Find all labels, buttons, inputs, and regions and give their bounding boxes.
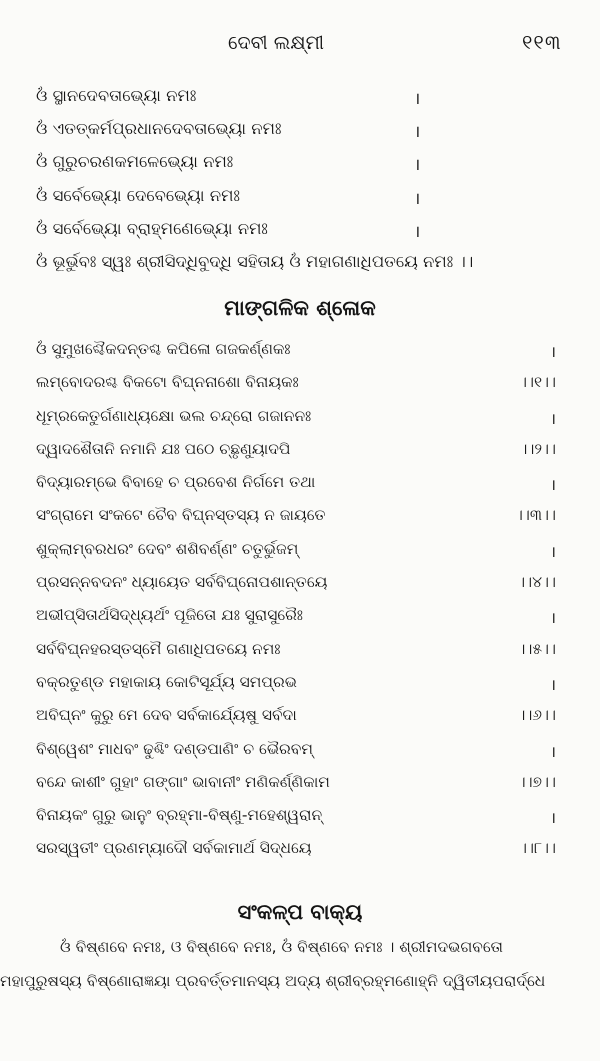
verse-number: ।।୫।। [518,639,556,658]
danda-mark: । [414,188,421,208]
invocation-text: ଓଁ ସର୍ବେଭ୍ୟୋ ବ୍ରାହ୍ମଣେଭ୍ୟୋ ନମଃ [36,218,268,238]
shloka-line [36,473,556,506]
shloka-text: ପ୍ରସନ୍ନବଦନଂ ଧ୍ୟାୟେତ ସର୍ବବିଘ୍ନୋପଶାନ୍ତୟେ [36,573,328,592]
invocation-line [36,186,576,219]
danda-mark: । [414,155,421,175]
shloka-line [36,640,556,673]
shloka-text: ଅଭୀପ୍ସିତାର୍ଥସିଦ୍ଧ୍ୟର୍ଥଂ ପୂଜିତୋ ଯଃ ସୁରାସୁରୈଃ [36,606,303,625]
invocation-list [36,86,576,285]
shloka-text: ସର୍ବବିଘ୍ନହରସ୍ତସ୍ମୈ ଗଣାଧିପତୟେ ନମଃ [36,639,281,658]
verse-number: । [550,542,556,561]
verse-number: ।।୭।। [518,772,556,791]
shloka-line [36,373,556,406]
shloka-line [36,773,556,806]
verse-number: ।।୩।। [515,506,556,525]
invocation-text: ଓଁ ସ୍ଥାନଦେବତାଭ୍ୟୋ ନମଃ [36,86,197,105]
section-heading-mangalika-shloka: ମାଙ୍ଗଳିକ ଶ୍ଳୋକ [224,296,376,320]
shloka-text: ସଂଗ୍ରାମେ ସଂକଟେ ଚୈବ ବିଘ୍ନସ୍ତସ୍ୟ ନ ଜାୟତେ [36,506,326,525]
invocation-text: ଓଁ ଗୁରୁଚରଣକମଳେଭ୍ୟୋ ନମଃ [36,152,234,172]
invocation-text: ଓଁ ସର୍ବେଭ୍ୟୋ ଦେବେଭ୍ୟୋ ନମଃ [36,185,240,205]
verse-number: । [550,809,556,828]
shloka-text: ଦ୍ୱାଦଶୈତାନି ନମାନି ଯଃ ପଠେ ଚ୍ଛୃଣୁୟାଦପି [36,439,291,458]
section-heading-sankalpa-vakya: ସଂକଳ୍ପ ବାକ୍ୟ [237,900,363,924]
shloka-line [36,606,556,639]
shloka-line [36,806,556,839]
shloka-text: ବକ୍ରତୁଣ୍ଡ ମହାକାୟ କୋଟିସୂର୍ଯ୍ୟ ସମପ୍ରଭ [36,672,297,691]
danda-mark: । [414,122,421,142]
shloka-text: ଶୁକ୍ଲାମ୍ବରଧରଂ ଦେବଂ ଶଶିବର୍ଣ୍ଣଂ ଚତୁର୍ଭୁଜମ୍ [36,539,299,558]
shloka-text: ଧୂମ୍ରକେତୁର୍ଗଣାଧ୍ୟକ୍ଷୋ ଭଲ ଚନ୍ଦ୍ରୋ ଗଜାନନଃ [36,406,312,425]
shloka-text: ବିନାୟକଂ ଗୁରୁ ଭାନୁଂ ବ୍ରହ୍ମା-ବିଷ୍ଣୁ-ମହେଶ୍ୱରାନ୍ [36,806,323,825]
shloka-line [36,839,556,872]
verse-number: ।।୨।। [520,439,556,458]
verse-number: । [550,476,556,495]
shloka-line [36,407,556,440]
shloka-text: ସରସ୍ୱତୀଂ ପ୍ରଣମ୍ୟାଦୌ ସର୍ବକାମାର୍ଥ ସିଦ୍ଧୟେ [36,839,312,858]
invocation-text: ଓଁ ଭୂର୍ଭୁବଃ ସ୍ୱଃ ଶ୍ରୀସିଦ୍ଧିବୁଦ୍ଧି ସହିତାୟ ଓଁ ମହାଗଣାଧିପତୟେ ନମଃ ।। [36,251,474,271]
verse-number: । [550,409,556,428]
shloka-text: ଓଁ ସୁମୁଖଶ୍ଚୈକଦନ୍ତଶ୍ଚ କପିଳୋ ଗଜକର୍ଣ୍ଣକଃ [36,340,291,358]
shloka-line [36,440,556,473]
verse-number: ।।୬।। [518,706,556,725]
verse-number: । [550,609,556,628]
shloka-line [36,540,556,573]
running-header [0,30,600,60]
invocation-line [36,86,576,119]
sankalpa-line: ମହାପୁରୁଷସ୍ୟ ବିଷ୍ଣୋରାଜ୍ଞୟା ପ୍ରବର୍ତ୍ତମାନସ୍ୟ ଅଦ୍ୟ ଶ୍ରୀବ୍ରହ୍ମଣୋହ୍ନି ଦ୍ୱିତୀୟପରାର୍ଦ୍ଧେ [0,972,546,990]
shloka-line [36,740,556,773]
shloka-text: ଲମ୍ବୋଦରଶ୍ଚ ବିକଟୋ ବିଘ୍ନନାଶୋ ବିନାୟକଃ [36,373,299,392]
shloka-line [36,573,556,606]
shloka-list [36,340,556,873]
danda-mark: । [414,89,421,108]
danda-mark: । [414,221,421,241]
invocation-line [36,252,576,285]
verse-number: ।।୪।। [518,573,556,592]
shloka-text: ବିଦ୍ୟାରମ୍ଭେ ବିବାହେ ଚ ପ୍ରବେଶ ନିର୍ଗମେ ତଥା [36,473,316,492]
shloka-text: ବନ୍ଦେ କାଶୀଂ ଗୁହାଂ ଗଙ୍ଗାଂ ଭାବାନୀଂ ମଣିକର୍ଣ୍ଣିକାମ [36,772,330,791]
invocation-text: ଓଁ ଏତତ୍କର୍ମପ୍ରଧାନଦେବତାଭ୍ୟୋ ନମଃ [36,119,282,139]
shloka-line [36,506,556,539]
invocation-line [36,219,576,252]
shloka-line [36,706,556,739]
invocation-line [36,152,576,185]
invocation-line [36,119,576,152]
shloka-line [36,673,556,706]
shloka-line [36,340,556,373]
verse-number: ।।୧।। [520,373,556,392]
page-number: ୧୧୩ [522,30,562,54]
shloka-text: ବିଶ୍ୱେଶଂ ମାଧବଂ ଢୁଣ୍ଢିଂ ଦଣ୍ଡପାଣିଂ ଚ ଭୈରବମ୍ [36,739,313,758]
verse-number: । [550,742,556,761]
verse-number: । [550,343,556,361]
sankalpa-line: ଓଁ ବିଷ୍ଣବେ ନମଃ, ଓ ବିଷ୍ଣବେ ନମଃ, ଓଁ ବିଷ୍ଣବେ ନମଃ । ଶ୍ରୀମଦଭଗବତୋ [60,938,503,956]
verse-number: ।।୮।। [520,839,556,858]
page-title: ଦେବୀ ଲକ୍ଷ୍ମୀ [228,32,324,54]
verse-number: । [550,675,556,694]
shloka-text: ଅବିଘ୍ନଂ କୁରୁ ମେ ଦେବ ସର୍ବକାର୍ଯ୍ୟେଷୁ ସର୍ବଦା [36,706,297,725]
